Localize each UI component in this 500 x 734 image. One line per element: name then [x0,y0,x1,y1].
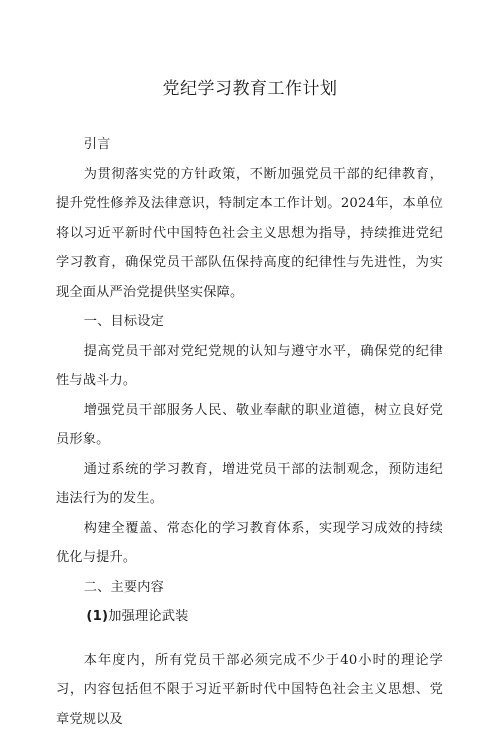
goal-paragraph: 增强党员干部服务人民、敬业奉献的职业道德，树立良好党员形象。 [56,396,443,455]
section-heading-goals: 一、目标设定 [56,307,443,337]
goal-paragraph: 通过系统的学习教育，增进党员干部的法制观念，预防违纪违法行为的发生。 [56,455,443,514]
document-body [56,130,443,734]
intro-paragraph: 为贯彻落实党的方针政策，不断加强党员干部的纪律教育，提升党性修养及法律意识，特制定本工作计划。2024年，本单位将以习近平新时代中国特色社会主义思想为指导，持续推进党纪学习教育，确保党员干部队伍保持高度的纪律性与先进性，为实现全面从严治党提供坚实保障。 [56,160,443,308]
section-heading-content: 二、主要内容 [56,573,443,603]
subsection-heading [56,602,443,632]
document-title: 党纪学习教育工作计划 [0,74,500,99]
subsection-paragraph: 本年度内，所有党员干部必须完成不少于40小时的理论学习，内容包括但不限于习近平新时代中国特色社会主义思想、党章党规以及 [56,646,443,734]
subsection-number: (1) [86,609,108,624]
goal-paragraph: 提高党员干部对党纪党规的认知与遵守水平，确保党的纪律性与战斗力。 [56,337,443,396]
goal-paragraph: 构建全覆盖、常态化的学习教育体系，实现学习成效的持续优化与提升。 [56,514,443,573]
subsection-title: 加强理论武装 [108,609,188,624]
intro-heading: 引言 [56,130,443,160]
